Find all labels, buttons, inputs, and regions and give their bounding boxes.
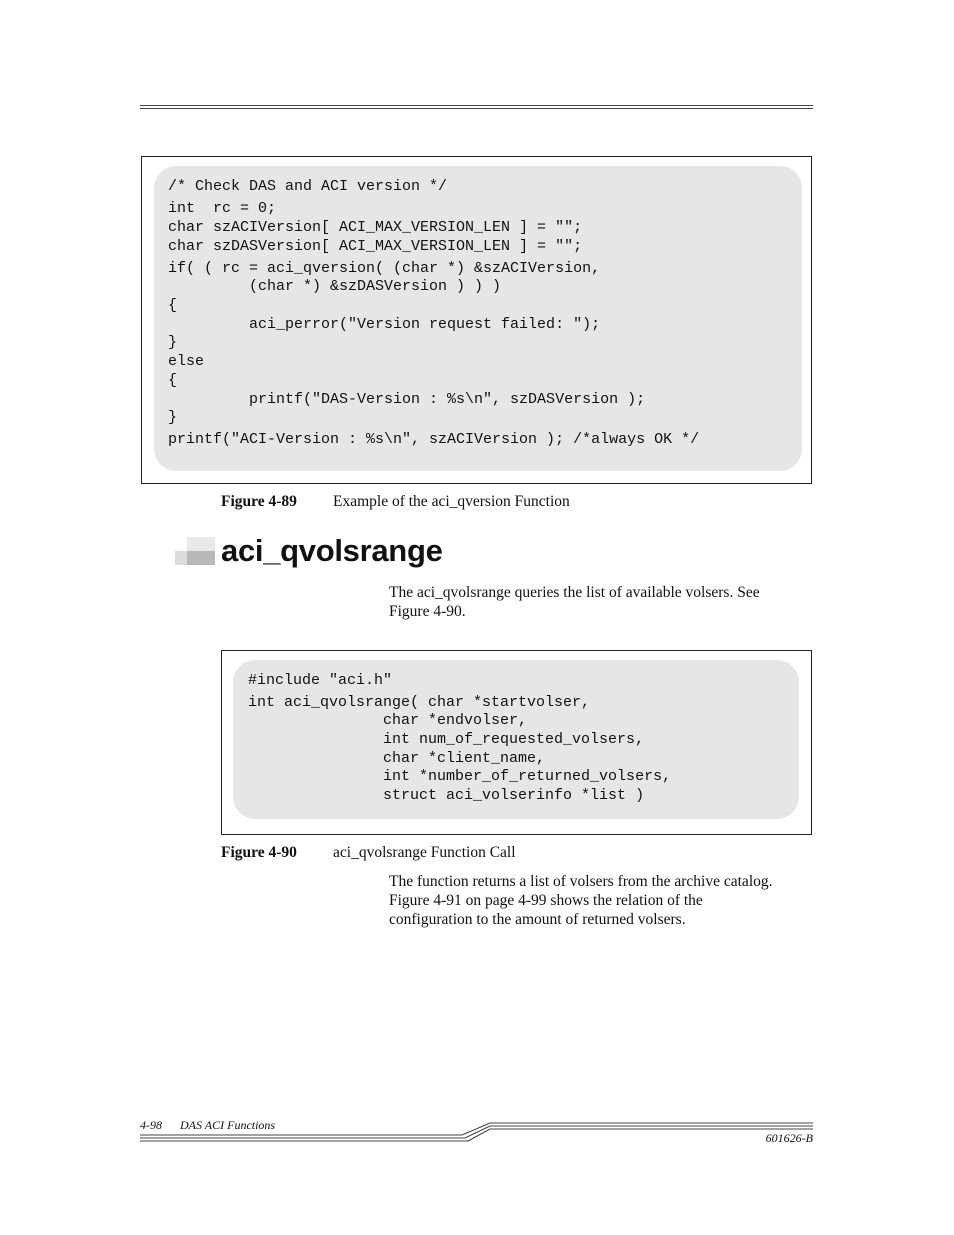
code-line: { xyxy=(168,372,178,389)
code-block-figure-90 xyxy=(233,660,799,819)
code-line: (char *) &szDASVersion ) ) ) xyxy=(168,278,502,295)
code-line: aci_perror("Version request failed: "); xyxy=(168,316,601,333)
paragraph-line: Figure 4-91 on page 4-99 shows the relation of the xyxy=(389,892,703,909)
code-line: struct aci_volserinfo *list ) xyxy=(248,787,645,804)
intro-paragraph xyxy=(389,583,814,621)
figure-caption-text: Example of the aci_qversion Function xyxy=(333,493,570,510)
figure-number: Figure 4-90 xyxy=(221,844,297,861)
paragraph-line: configuration to the amount of returned volsers. xyxy=(389,911,686,928)
code-line: char *client_name, xyxy=(248,750,546,767)
header-rule xyxy=(140,105,813,110)
section-marker-icon xyxy=(175,537,215,565)
code-line: } xyxy=(168,334,178,351)
code-line: /* Check DAS and ACI version */ xyxy=(168,178,448,195)
figure-number: Figure 4-89 xyxy=(221,493,297,510)
code-line: #include "aci.h" xyxy=(248,672,393,689)
section-title: aci_qvolsrange xyxy=(221,533,443,568)
code-line: int aci_qvolsrange( char *startvolser, xyxy=(248,694,591,711)
document-number: 601626-B xyxy=(765,1131,813,1145)
code-line: else xyxy=(168,353,205,370)
code-line: { xyxy=(168,297,178,314)
code-line: if( ( rc = aci_qversion( (char *) &szACIVersion, xyxy=(168,260,601,277)
chapter-title: DAS ACI Functions xyxy=(180,1118,276,1132)
figure-caption-text: aci_qvolsrange Function Call xyxy=(333,844,516,861)
code-block-figure-89 xyxy=(154,166,802,471)
code-line: int num_of_requested_volsers, xyxy=(248,731,645,748)
code-line: printf("ACI-Version : %s\n", szACIVersion ); /*always OK */ xyxy=(168,431,700,448)
paragraph-line: The aci_qvolsrange queries the list of available volsers. See xyxy=(389,584,760,601)
code-line: int rc = 0; xyxy=(168,200,277,217)
code-line: char szACIVersion[ ACI_MAX_VERSION_LEN ] = ""; xyxy=(168,219,583,236)
description-paragraph xyxy=(389,872,814,929)
paragraph-line: Figure 4-90. xyxy=(389,603,466,620)
code-line: int *number_of_returned_volsers, xyxy=(248,768,672,785)
code-line: printf("DAS-Version : %s\n", szDASVersion ); xyxy=(168,391,646,408)
code-line: char szDASVersion[ ACI_MAX_VERSION_LEN ] = ""; xyxy=(168,238,583,255)
code-line: char *endvolser, xyxy=(248,712,528,729)
page-number: 4-98 xyxy=(140,1118,162,1132)
paragraph-line: The function returns a list of volsers from the archive catalog. xyxy=(389,873,773,890)
footer-left xyxy=(140,1118,275,1133)
code-line: } xyxy=(168,409,178,426)
